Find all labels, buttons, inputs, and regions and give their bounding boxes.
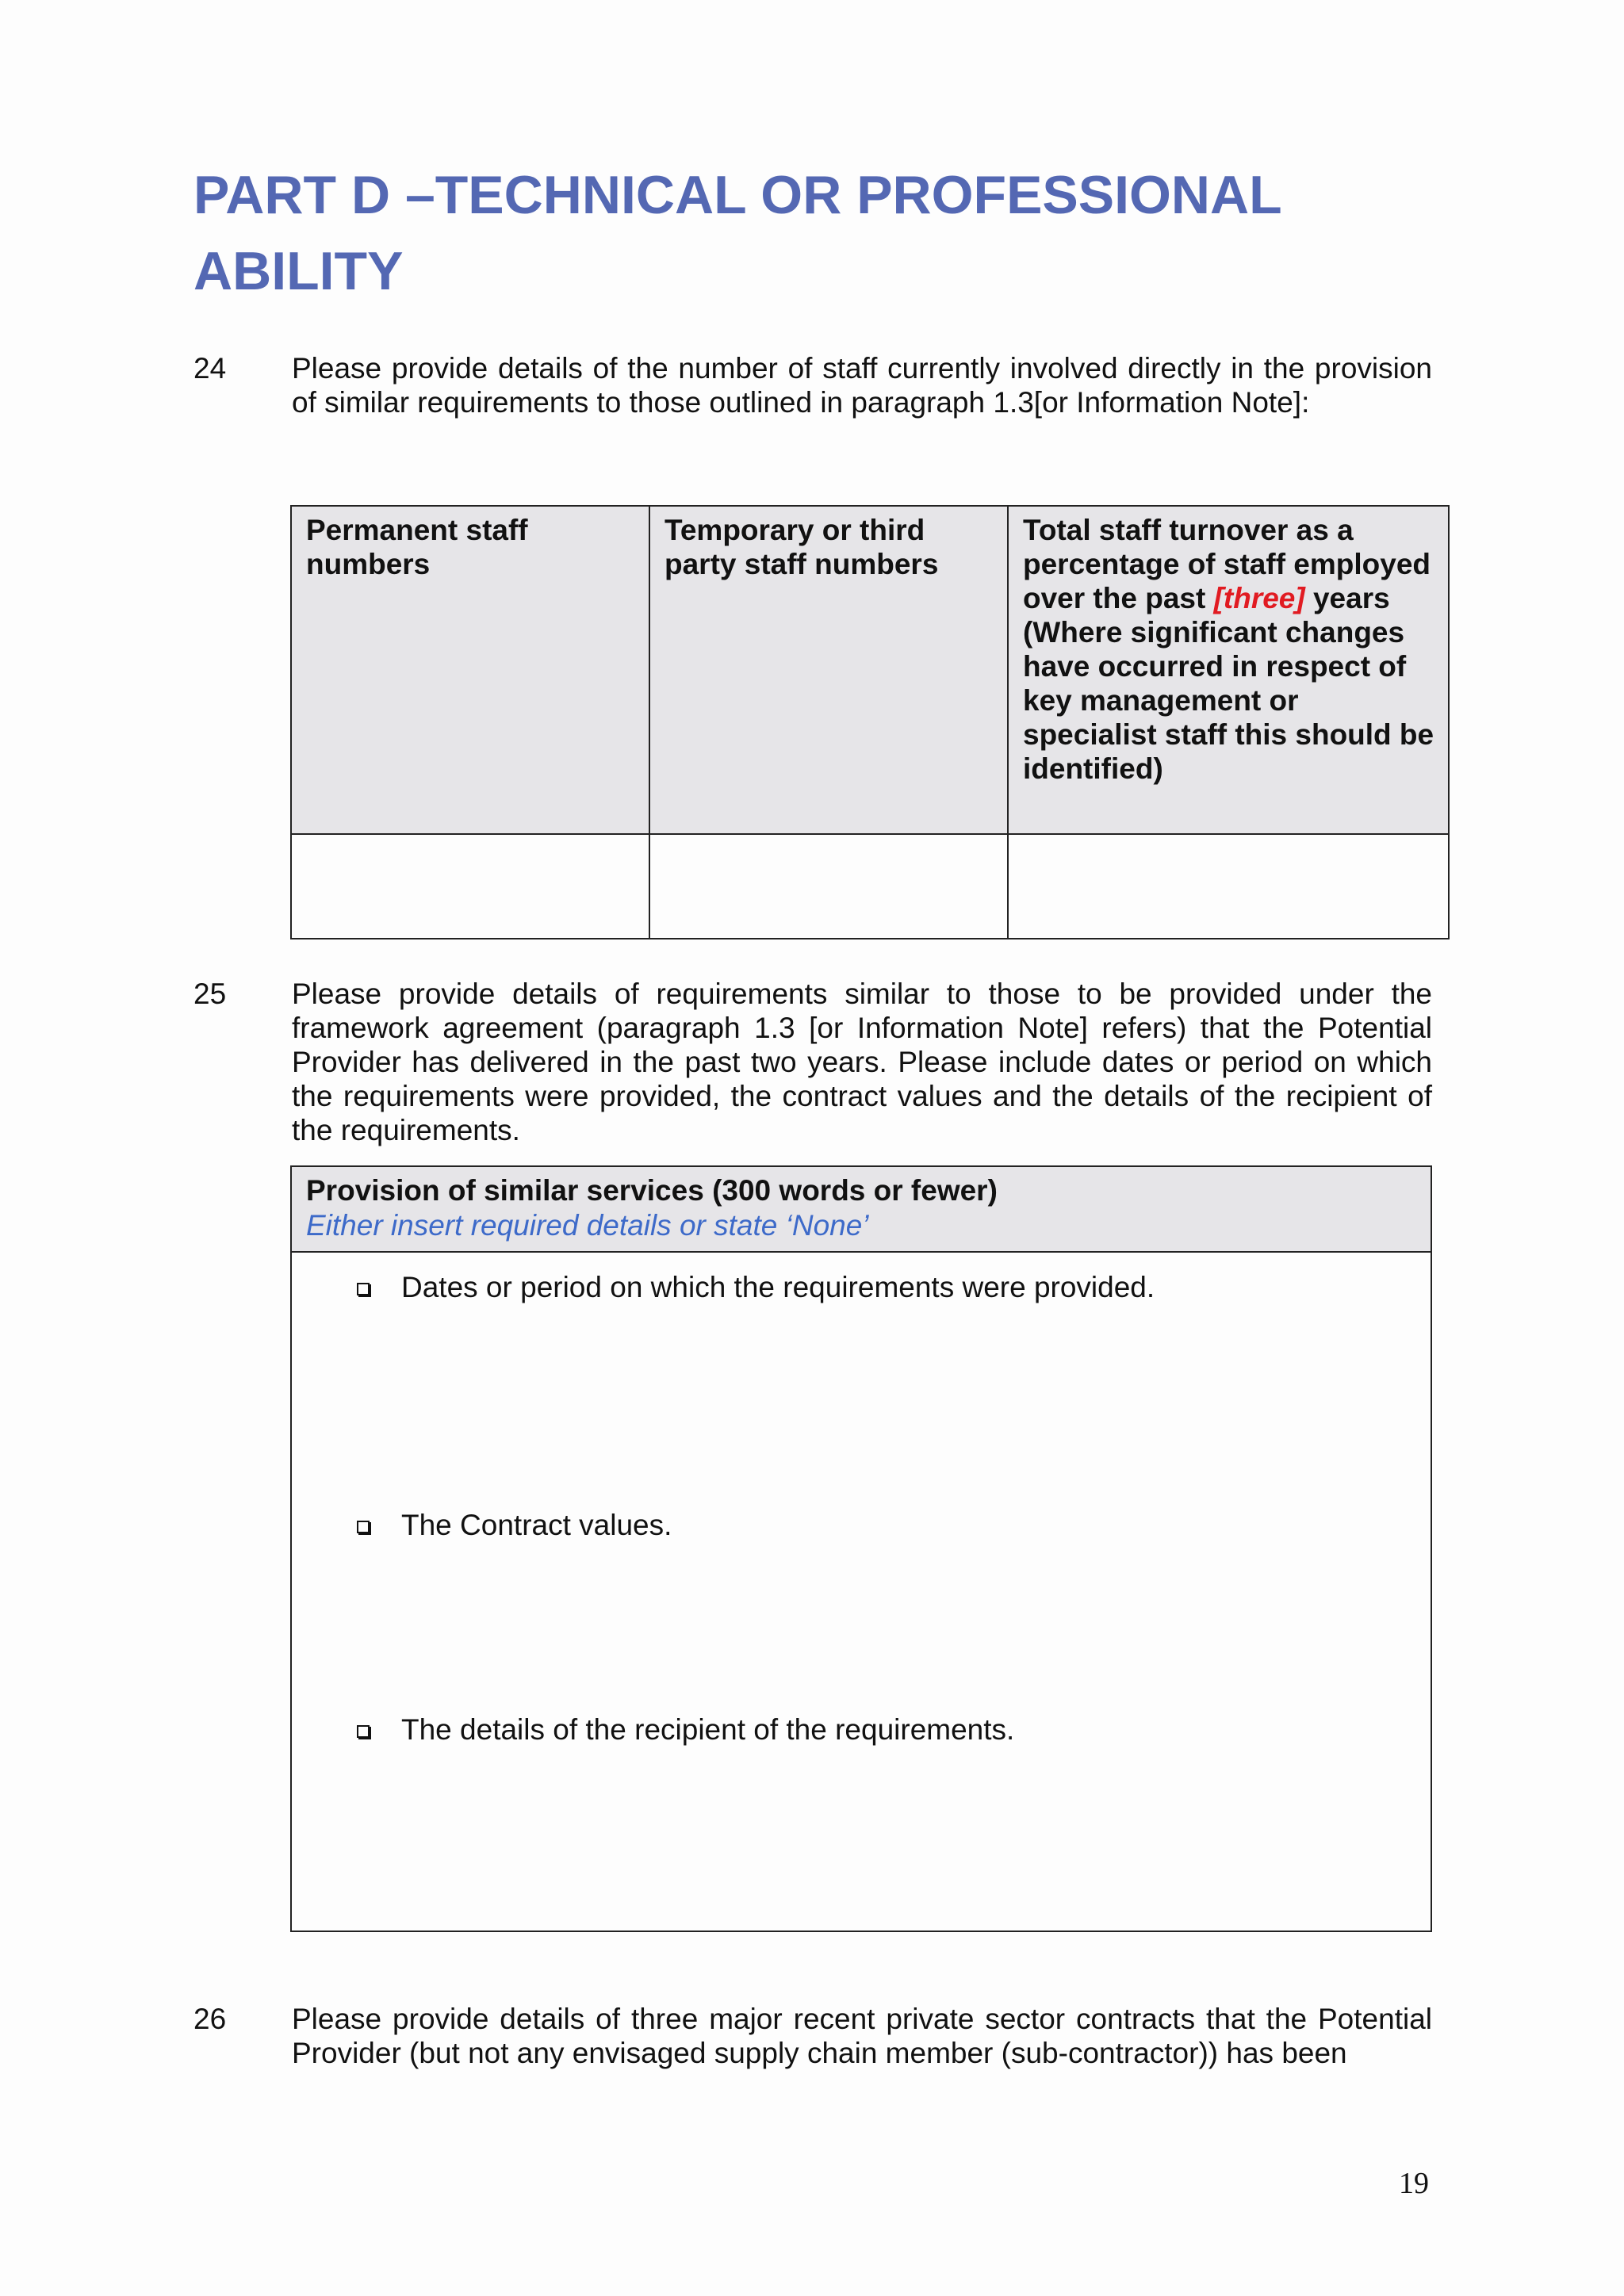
staff-numbers-table: [290, 505, 1450, 939]
question-24-text: Please provide details of the number of staff currently involved directly in the provision of similar requirements to those outlined in paragraph 1.3[or Information Note]:: [292, 352, 1432, 419]
turnover-text-start: Total staff turnover as a percentage of staff employed over the past: [1023, 514, 1431, 614]
bullet-recipient-text: The details of the recipient of the requirements.: [401, 1713, 1015, 1746]
question-25-number: 25: [193, 978, 227, 1010]
similar-services-header: [292, 1167, 1431, 1253]
bullet-contract-values-text: The Contract values.: [401, 1509, 672, 1541]
temporary-staff-cell[interactable]: [649, 834, 1008, 939]
header-permanent-staff: Permanent staff numbers: [291, 506, 649, 834]
similar-services-instruction: Either insert required details or state ‘None’: [306, 1209, 869, 1242]
list-item: [357, 1712, 1014, 1747]
page-number: 19: [1399, 2167, 1429, 2200]
question-26-number: 26: [193, 2003, 227, 2035]
question-26-text: Please provide details of three major recent private sector contracts that the Potential Provider (but not any envisaged supply chain member (sub-contractor)) has been: [292, 2003, 1432, 2069]
checkbox-bullet-icon: [357, 1725, 370, 1738]
checkbox-bullet-icon: [357, 1283, 370, 1295]
similar-services-box: [290, 1165, 1432, 1932]
checkbox-bullet-icon: [357, 1521, 370, 1533]
table-header-row: [291, 506, 1449, 834]
staff-turnover-cell[interactable]: [1008, 834, 1449, 939]
similar-services-heading: Provision of similar services (300 words or fewer): [306, 1174, 998, 1207]
table-row: [291, 834, 1449, 939]
turnover-text-end: years (Where significant changes have occurred in respect of key management or specialist staff this should be identified): [1023, 582, 1434, 785]
bullet-dates-text: Dates or period on which the requirements were provided.: [401, 1271, 1155, 1303]
header-staff-turnover: [1008, 506, 1449, 834]
question-25-text: Please provide details of requirements similar to those to be provided under the framework agreement (paragraph 1.3 [or Information Note] refers) that the Potential Provider has delivered in the past two years. Please include dates or period on which the requirements were provided, the contract values and the details of the recipient of the requirements.: [292, 978, 1432, 1146]
list-item: [357, 1508, 672, 1542]
similar-services-response-area[interactable]: [292, 1253, 1431, 1931]
list-item: [357, 1270, 1155, 1304]
question-24-number: 24: [193, 352, 227, 385]
permanent-staff-cell[interactable]: [291, 834, 649, 939]
turnover-years-placeholder: [three]: [1213, 582, 1305, 614]
header-temporary-staff: Temporary or third party staff numbers: [649, 506, 1008, 834]
page-title: PART D –TECHNICAL OR PROFESSIONAL ABILITY: [193, 165, 1281, 301]
